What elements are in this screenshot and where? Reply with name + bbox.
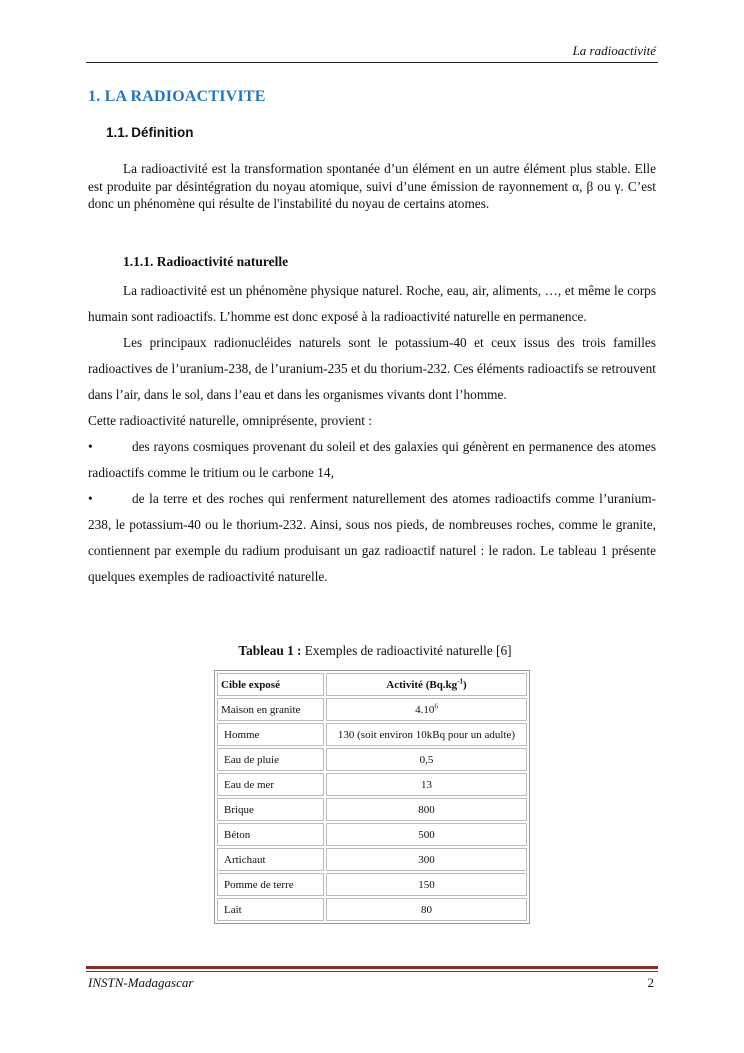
cell-activity-exponent: 6 (434, 701, 438, 710)
body-text (88, 278, 656, 590)
list-item-earth (88, 486, 656, 590)
cell-target: Eau de mer (217, 773, 324, 796)
cell-activity: 13 (326, 773, 527, 796)
footer-divider-thin (86, 971, 658, 972)
list-item-cosmic-text: des rayons cosmiques provenant du soleil et des galaxies qui génèrent en permanence des atomes radioactifs comme le tritium ou le carbone 14, (88, 439, 656, 480)
table-caption-text: Exemples de radioactivité naturelle [6] (301, 643, 512, 658)
radioactivity-table (214, 670, 530, 924)
table-row (217, 898, 527, 921)
table-row (217, 698, 527, 721)
table-row (217, 873, 527, 896)
definition-paragraph: La radioactivité est la transformation spontanée d’un élément en un autre élément plus stable. Elle est produite par désintégration du noyau atomique, suivi d’une émission de rayonnement α, β ou γ. C’est donc un phénomène qui résulte de l'instabilité du noyau de certains atomes. (88, 161, 656, 211)
bullet-icon: • (88, 491, 93, 506)
header-activity-exponent: -1 (457, 676, 464, 685)
header-activity-prefix: Activité (Bq.kg (386, 678, 458, 691)
cell-activity: 130 (soit environ 10kBq pour un adulte) (326, 723, 527, 746)
table-row (217, 848, 527, 871)
cell-activity: 0,5 (326, 748, 527, 771)
header-cell-target: Cible exposé (217, 673, 324, 696)
header-divider (86, 62, 658, 63)
cell-activity: 80 (326, 898, 527, 921)
cell-activity: 800 (326, 798, 527, 821)
paragraph-sources-intro: Cette radioactivité naturelle, omniprésente, provient : (88, 413, 372, 428)
subsection-heading: 1.1. Définition (106, 125, 194, 140)
paragraph-natural-phenomenon: La radioactivité est un phénomène physique naturel. Roche, eau, air, aliments, …, et même le corps humain sont radioactifs. L’homme est donc exposé à la radioactivité naturelle en permanence. (88, 283, 656, 324)
section-heading: 1. LA RADIOACTIVITE (88, 88, 266, 105)
cell-target: Pomme de terre (217, 873, 324, 896)
cell-target: Brique (217, 798, 324, 821)
header-cell-activity (326, 673, 527, 696)
cell-target: Lait (217, 898, 324, 921)
footer-institution: INSTN-Madagascar (88, 975, 194, 990)
cell-activity: 150 (326, 873, 527, 896)
cell-target: Maison en granite (217, 698, 324, 721)
table-caption-label: Tableau 1 : (238, 643, 302, 658)
cell-target: Artichaut (217, 848, 324, 871)
cell-activity: 300 (326, 848, 527, 871)
paragraph-radionuclides: Les principaux radionucléides naturels sont le potassium-40 et ceux issus des trois familles radioactives de l’uranium-238, de l’uranium-235 et du thorium-232. Ces éléments radioactifs se retrouvent dans l’air, dans le sol, dans l’eau et dans les organismes vivants dont l’homme. (88, 335, 656, 402)
cell-target: Eau de pluie (217, 748, 324, 771)
bullet-icon: • (88, 439, 93, 454)
footer-divider-thick (86, 966, 658, 969)
subsubsection-heading: 1.1.1. Radioactivité naturelle (123, 254, 289, 269)
page-number: 2 (647, 975, 654, 990)
cell-target: Béton (217, 823, 324, 846)
cell-activity-base: 4.10 (415, 703, 435, 716)
table-row (217, 798, 527, 821)
table-row (217, 773, 527, 796)
table-row (217, 723, 527, 746)
cell-activity: 500 (326, 823, 527, 846)
table-header-row (217, 673, 527, 696)
list-item-earth-text: de la terre et des roches qui renferment naturellement des atomes radioactifs comme l’uranium- 238, le potassium-40 ou le thorium-232. Ainsi, sous nos pieds, de nombreuses roches, comme le granite, contiennent par exemple du radium produisant un gaz radioactif naturel : le radon. Le tableau 1 présente quelques exemples de radioactivité naturelle. (88, 491, 656, 584)
header-activity-suffix: ) (463, 678, 467, 691)
running-header: La radioactivité (572, 43, 656, 58)
table-row (217, 823, 527, 846)
cell-target: Homme (217, 723, 324, 746)
table-row (217, 748, 527, 771)
table-caption (0, 643, 744, 659)
cell-activity (326, 698, 527, 721)
list-item-cosmic (88, 434, 656, 486)
